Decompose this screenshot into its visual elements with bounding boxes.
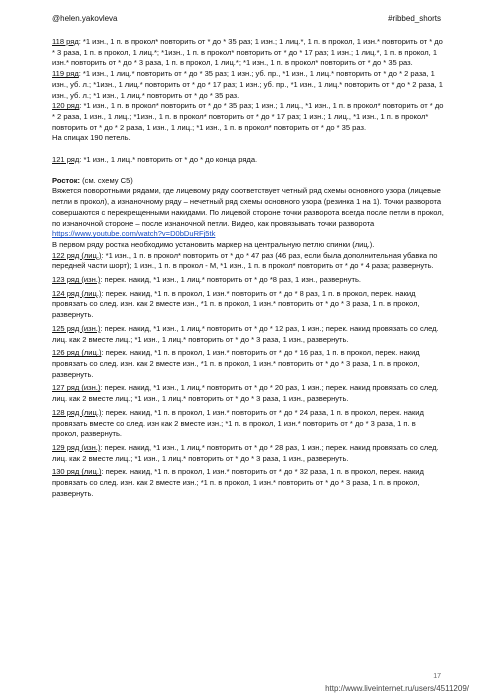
row-paragraph [52, 383, 444, 404]
row-label: 126 ряд (лиц.) [52, 348, 102, 358]
row-text: : перек. накид, *1 п. в прокол, 1 изн.* повторить от * до * 8 раз, 1 п. в прокол, перек. накид провязать со след. изн. как 2 вместе изн., *1 п. в прокол, 1 изн.* повторить от * до * 3 раза, 1 п. в прокол, развернуть. [52, 288, 420, 320]
row-label: 118 ряд [52, 37, 79, 46]
row-paragraph [52, 37, 444, 69]
row-label: 121 ряд [52, 154, 80, 164]
section-note: (см. схему С5) [80, 175, 133, 185]
page-number: 17 [433, 673, 441, 680]
row-label: 119 ряд [52, 69, 79, 79]
row-label: 120 ряд [52, 101, 80, 111]
row-text: : *1 изн., 1 п. в прокол* повторить от * до * 47 раз (46 раз, если была дополнительная убавка по передней части шорт); 1 изн., 1 п. в прокол - М, *1 изн., 1 п. в прокол* повторить от * до * 4 раза; развернуть. [52, 250, 438, 271]
intro-paragraph [52, 186, 444, 240]
row-text: : перек. накид, *1 изн., 1 лиц.* повторить от * до * 20 раз, 1 изн.; перек. накид провязать со след. лиц. как 2 вместе лиц.; *1 изн., 1 лиц.* повторить от * до * 3 раза, 1 изн., развернуть. [52, 383, 439, 404]
row-paragraph [52, 348, 444, 380]
row-text: : перек. накид, *1 изн., 1 лиц.* повторить от * до * 28 раз, 1 изн.; перек. накид провязать со след. лиц. как 2 вместе лиц.; *1 изн., 1 лиц.* повторить от * до * 3 раза, 1 изн., развернуть. [52, 442, 439, 463]
row-paragraph [52, 101, 444, 133]
row-paragraph [52, 251, 444, 272]
header-author: @helen.yakovleva [52, 14, 118, 23]
header-hashtag: #ribbed_shorts [388, 14, 441, 23]
intro-text: Вяжется поворотными рядами, где лицевому ряду соответствует четный ряд схемы основного узора (лицевые петли в прокол), а изнаночному ряду – нечетный ряд схемы основного узора (резинка 1 на 1). Точки разворота совершаются с перекрещенными накидами. По лицевой стороне точки разворота всегда после петли в прокол, по изнаночной стороне – после изнаночной петли. Видео, как провязывать точки разворота [52, 186, 444, 228]
row-label: 129 ряд (изн.) [52, 442, 101, 452]
row-label: 127 ряд (изн.) [52, 383, 101, 393]
row-text: : перек. накид, *1 изн., 1 лиц.* повторить от * до * 12 раз, 1 изн.; перек. накид провязать со след. лиц. как 2 вместе лиц.; *1 изн., 1 лиц.* повторить от * до * 3 раза, 1 изн., развернуть. [52, 323, 439, 344]
row-label: 124 ряд (лиц.) [52, 288, 102, 298]
section-title: Росток: [52, 175, 81, 185]
row-text: : *1 изн., 1 п. в прокол* повторить от * до * 35 раз; 1 изн.; 1 лиц.*, 1 п. в прокол, 1 изн.* повторить от * до * 3 раза, 1 п. в прокол, 1 лиц.*; *1изн., 1 п. в прокол* повторить от * до * 17 раз; 1 изн.; 1 лиц.*, 1 п. в прокол, 1 изн.* повторить от * до * 3 раза, 1 п. в прокол, 1 лиц.*; *1 изн., 1 п. в прокол* повторить от * до * 35 раз. [52, 37, 443, 68]
row-paragraph [52, 275, 444, 286]
document-body [52, 37, 444, 499]
row-paragraph [52, 467, 444, 499]
row-paragraph [52, 289, 444, 321]
row-paragraph [52, 324, 444, 345]
row-label: 130 ряд (лиц.) [52, 467, 102, 477]
row-label: 128 ряд (лиц.) [52, 407, 102, 417]
marker-note: В первом ряду ростка необходимо установить маркер на центральную петлю спинки (лиц.). [52, 239, 375, 249]
row-paragraph [52, 155, 444, 166]
row-label: 123 ряд (изн.) [52, 275, 101, 285]
row-label: 125 ряд (изн.) [52, 323, 101, 333]
row-label: 122 ряд (лиц.) [52, 250, 102, 260]
row-paragraph [52, 443, 444, 464]
row-text: : перек. накид, *1 п. в прокол, 1 изн.* повторить от * до * 32 раза, 1 п. в прокол, перек. накид провязать со след. изн. как 2 вместе изн.; *1 п. в прокол, 1 изн.* повторить от * до * 3 раза, 1 п. в прокол, развернуть. [52, 467, 424, 498]
row-text: : перек. накид, *1 п. в прокол, 1 изн.* повторить от * до * 24 раза, 1 п. в прокол, перек. накид провязать вместе со след. изн как 2 вместе изн.; *1 п. в прокол, 1 изн.* повторить от * до * 3 раза, 1 п. в прокол, развернуть. [52, 407, 424, 439]
row-text: : перек. накид, *1 п. в прокол, 1 изн.* повторить от * до * 16 раз, 1 п. в прокол, перек. накид провязать со след. изн. как 2 вместе изн., *1 п. в прокол, 1 изн.* повторить от * до * 3 раза, 1 п. в прокол, развернуть. [52, 348, 420, 379]
total-loops: На спицах 190 петель. [52, 133, 131, 143]
section-heading [52, 176, 444, 187]
row-paragraph [52, 408, 444, 440]
row-text: : *1 изн., 1 лиц.* повторить от * до * до конца ряда. [79, 154, 258, 164]
row-text: : *1 изн., 1 п. в прокол* повторить от * до * 35 раз; 1 изн.; 1 лиц., *1 изн., 1 п. в прокол* повторить от * до * 2 раза, 1 изн., 1 лиц.; *1изн., 1 п. в прокол* повторить от * до * 17 раз; 1 изн.; 1 лиц., *1 изн., 1 п. в прокол* повторить от * до * 2 раза, 1 изн., 1 лиц.; *1 изн., 1 п. в прокол* повторить от * до * 35 раз. [52, 101, 444, 132]
row-text: : *1 изн., 1 лиц.* повторить от * до * 35 раз; 1 изн.; уб. пр., *1 изн., 1 лиц.* повторить от * до * 2 раза, 1 изн., уб. л.; *1изн., 1 лиц.* повторить от * до * 17 раз; 1 изн.; уб. пр., *1 изн., 1 лиц.* повторить от * до * 2 раза, 1 изн., уб. л.; *1 изн., 1 лиц.* повторить от * до * 35 раз. [52, 69, 443, 100]
row-paragraph [52, 69, 444, 101]
row-text: : перек. накид, *1 изн., 1 лиц.* повторить от * до *8 раз, 1 изн., развернуть. [100, 275, 361, 285]
video-link[interactable]: https://www.youtube.com/watch?v=D0bDuRFj5tk [52, 229, 216, 239]
watermark-url: http://www.liveinternet.ru/users/4511209/ [325, 684, 469, 693]
